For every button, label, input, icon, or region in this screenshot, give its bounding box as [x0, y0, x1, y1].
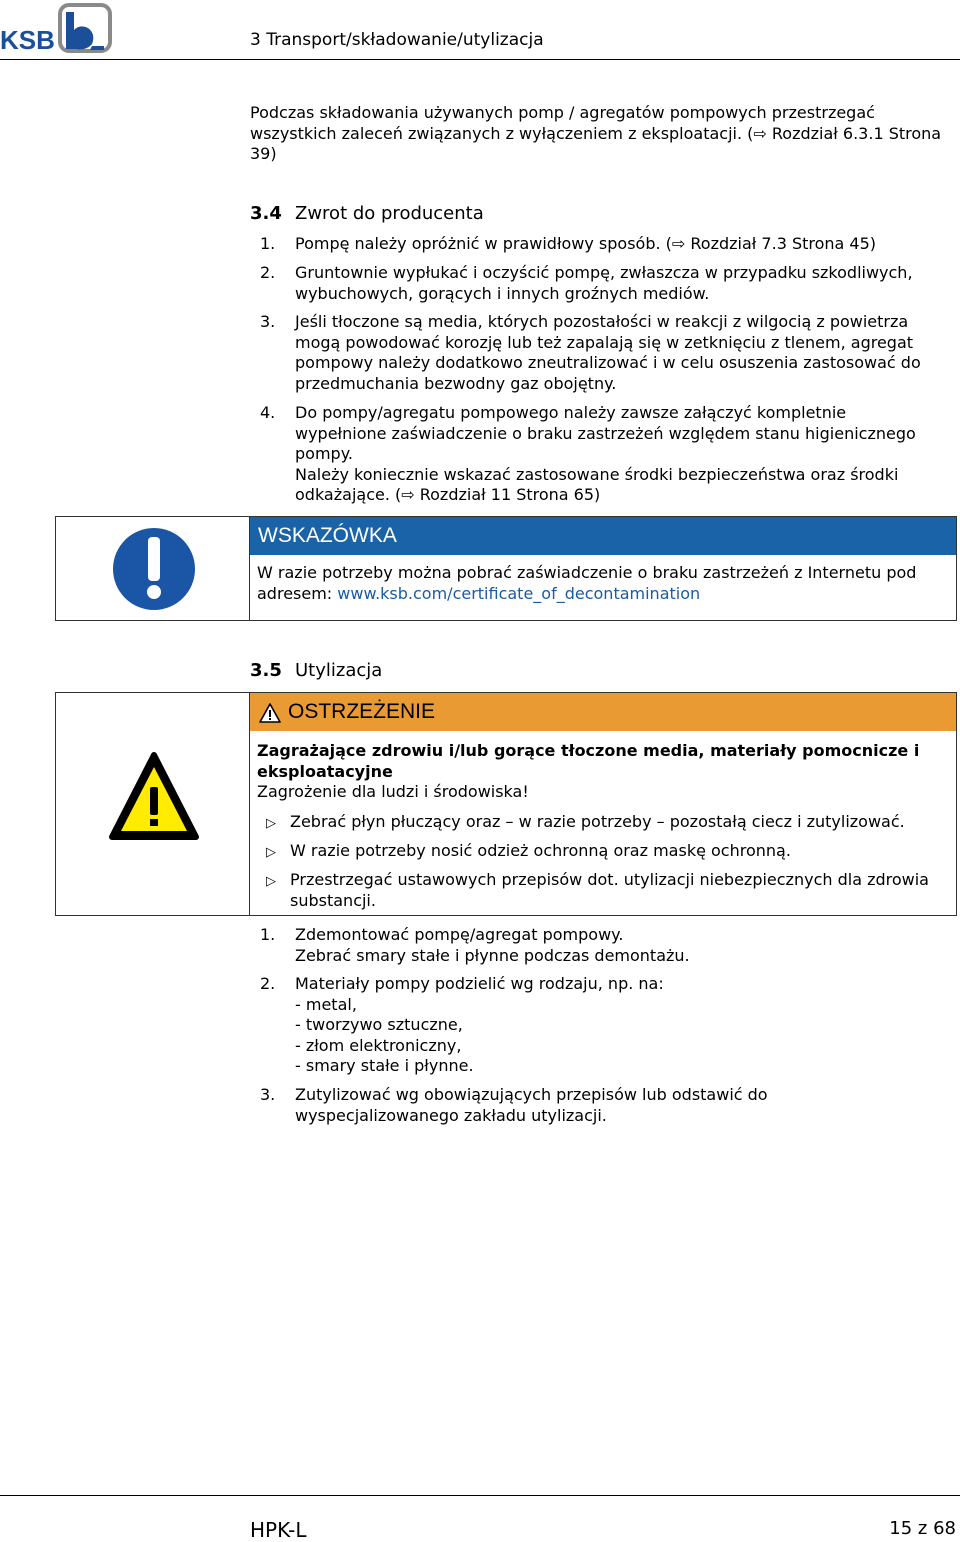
- notice-heading: WSKAZÓWKA: [258, 524, 397, 547]
- section-heading-3-5: 3.5 Utylizacja: [250, 660, 383, 681]
- logo-text: KSB: [0, 25, 55, 54]
- footer-product-name: HPK-L: [250, 1518, 307, 1542]
- bullet-marker: ▷: [266, 874, 276, 889]
- warning-heading: OSTRZEŻENIE: [288, 700, 436, 723]
- warning-bullet: Zebrać płyn płuczący oraz – w razie potrzeby – pozostałą ciecz i zutylizować.: [290, 812, 905, 831]
- return-steps-list: 1. Pompę należy opróżnić w prawidłowy sposób. (⇨ Rozdział 7.3 Strona 45) 2. Gruntownie wypłukać i oczyścić pompę, zwłaszcza w przypadku szkodliwych, wybuchowych, gorących i innych groźnych mediów. 3. Jeśli tłoczone są media, których pozostałości w reakcji z wilgocią z powietrza mogą powodować korozję lub też zapalają się w zetknięciu z tlenem, agregat pompowy należy dodatkowo zneutralizować i w celu osuszenia zastosować do przedmuchania bezwodny gaz obojętny. 4. Do pompy/agregatu pompowego należy zawsze załączyć kompletnie wypełnione zaświadczenie o braku zastrzeżeń względem stanu higienicznego pompy. Należy koniecznie wskazać zastosowane środki bezpieczeństwa oraz środki odkażające. (⇨ Rozdział 11 Strona 65): [260, 234, 921, 504]
- warning-body: [257, 741, 957, 803]
- ksb-logo: [0, 2, 116, 54]
- warning-bullet: W razie potrzeby nosić odzież ochronną oraz maskę ochronną.: [290, 841, 791, 860]
- warning-bullet: Przestrzegać ustawowych przepisów dot. utylizacji niebezpiecznych dla zdrowia substancji.: [290, 870, 929, 910]
- footer-page-number: 15 z 68: [889, 1518, 956, 1539]
- warning-consequence: Zagrożenie dla ludzi i środowiska!: [257, 782, 529, 801]
- warning-heading-bar: [250, 693, 956, 731]
- disposal-step: Zutylizować wg obowiązujących przepisów lub odstawić do wyspecjalizowanego zakładu utylizacji.: [295, 1085, 768, 1125]
- notice-icon-cell: [56, 517, 250, 620]
- notice-heading-bar: [250, 517, 956, 555]
- notice-box: [55, 516, 957, 621]
- section-heading-3-4: 3.4 Zwrot do producenta: [250, 203, 484, 224]
- mandatory-exclamation-icon: [56, 517, 248, 620]
- section-header-title: 3 Transport/składowanie/utylizacja: [250, 30, 544, 50]
- header-divider: [0, 59, 960, 60]
- warning-small-icon: [258, 702, 282, 724]
- notice-text: W razie potrzeby można pobrać zaświadczenie o braku zastrzeżeń z Internetu pod adresem: www.ksb.com/certificate_of_decontamination: [257, 563, 917, 603]
- bullet-marker: ▷: [266, 816, 276, 831]
- decontamination-certificate-link[interactable]: www.ksb.com/certificate_of_decontamination: [337, 583, 701, 603]
- disposal-steps-list: 1. Zdemontować pompę/agregat pompowy. Zebrać smary stałe i płynne podczas demontażu. 2. Materiały pompy podzielić wg rodzaju, np. na: - metal, - tworzywo sztuczne, - złom elektroniczny, - smary stałe i płynne. 3. Zutylizować wg obowiązujących przepisów lub odstawić do wyspecjalizowanego zakładu utylizacji.: [0, 925, 960, 1135]
- warning-hazard-title-cont: eksploatacyjne: [257, 761, 393, 781]
- warning-hazard-title: Zagrażające zdrowiu i/lub gorące tłoczone media, materiały pomocnicze i: [257, 741, 920, 760]
- bullet-marker: ▷: [266, 845, 276, 860]
- footer-divider: [0, 1495, 960, 1496]
- intro-paragraph: Podczas składowania używanych pomp / agregatów pompowych przestrzegać wszystkich zaleceń związanych z wyłączeniem z eksploatacji. (⇨ Rozdział 6.3.1 Strona 39): [250, 103, 942, 163]
- disposal-step: Zdemontować pompę/agregat pompowy. Zebrać smary stałe i płynne podczas demontażu.: [295, 925, 690, 965]
- warning-bullet-list: [0, 812, 960, 912]
- disposal-step: Materiały pompy podzielić wg rodzaju, np. na: - metal, - tworzywo sztuczne, - złom elektroniczny, - smary stałe i płynne.: [295, 974, 664, 1075]
